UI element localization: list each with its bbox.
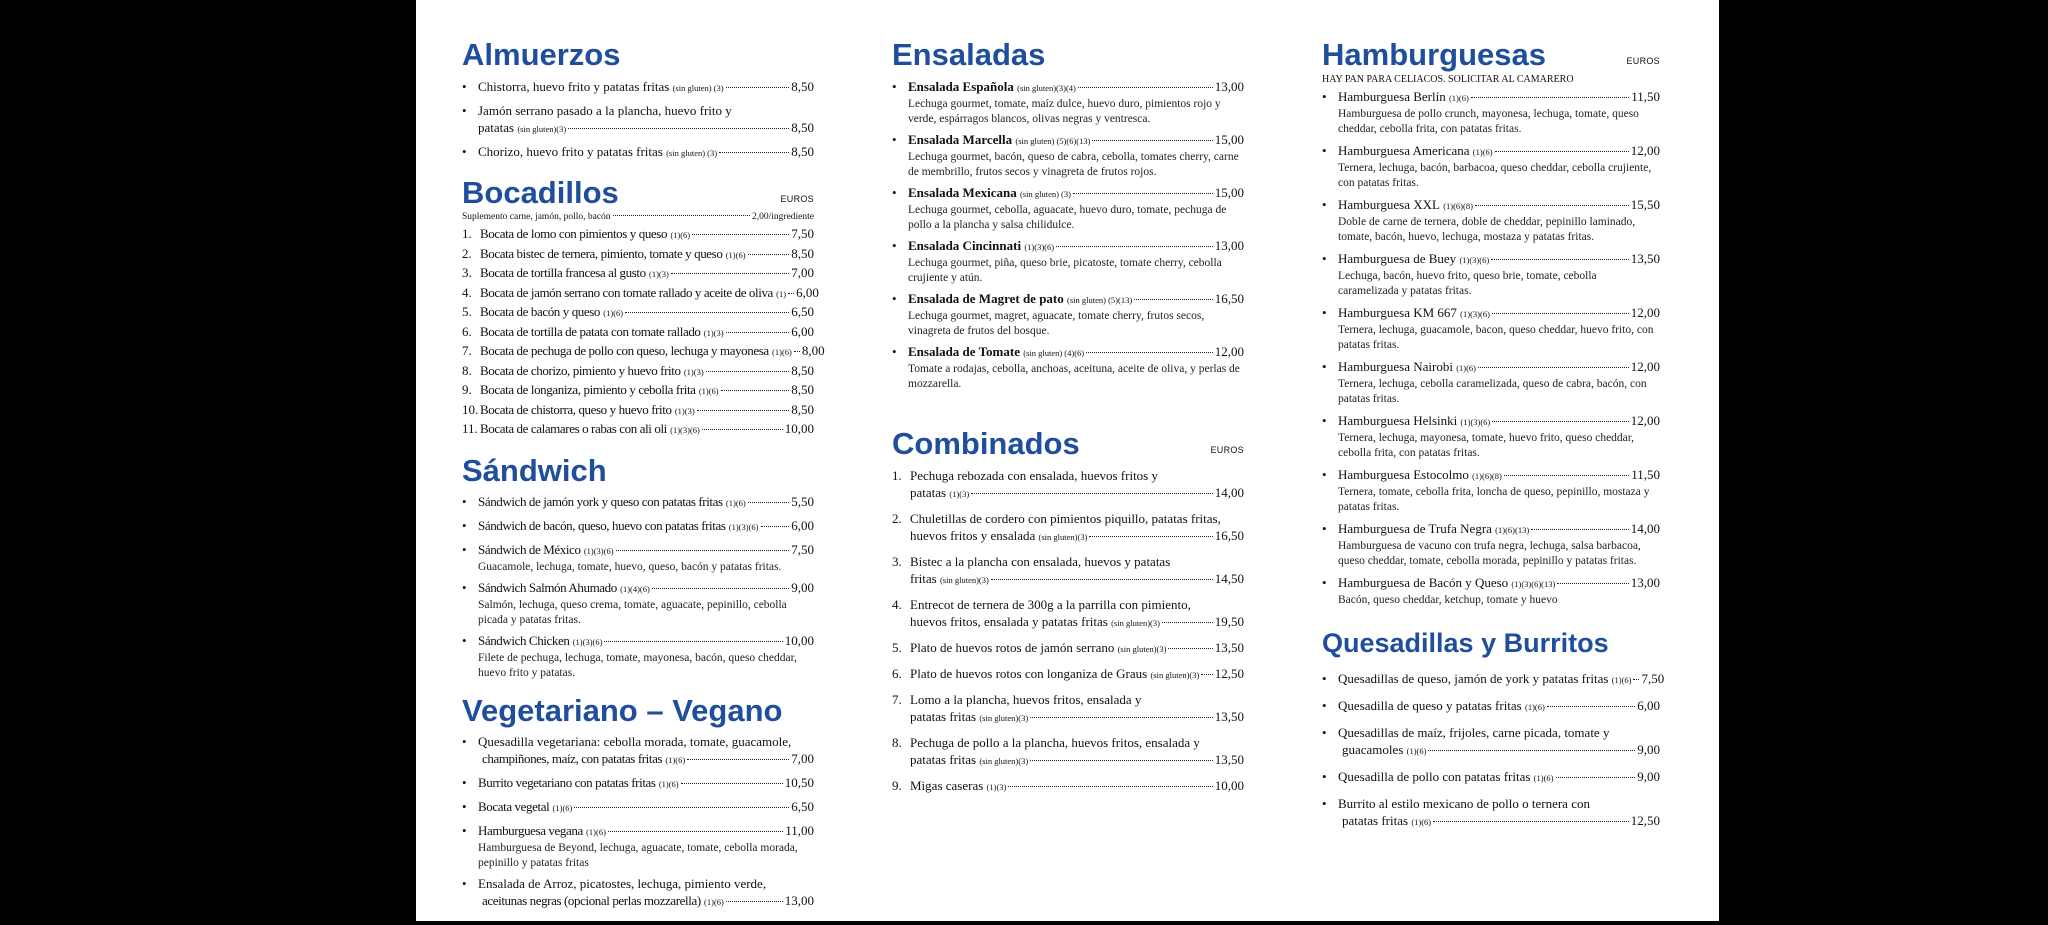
item-price: 8,50 xyxy=(791,401,814,417)
menu-column-middle xyxy=(892,38,1244,810)
bullet-icon: • xyxy=(892,238,897,253)
bullet-icon: • xyxy=(462,799,467,814)
item-price: 10,50 xyxy=(784,775,814,790)
section-almuerzos xyxy=(462,38,814,162)
list-item: • Quesadilla de queso y patatas fritas (1)(6) 6,00 xyxy=(1322,697,1660,713)
bullet-icon: • xyxy=(892,132,897,147)
list-item: 3. Bocata de tortilla francesa al gusto (1)(3) 7,00 xyxy=(462,265,814,280)
currency-label: EUROS xyxy=(1210,445,1244,455)
item-price: 12,50 xyxy=(1630,812,1660,828)
bullet-icon: • xyxy=(1322,795,1327,811)
item-price: 15,00 xyxy=(1214,132,1244,147)
list-item: • Ensalada Marcella (sin gluten) (5)(6)(13) 15,00 Lechuga gourmet, bacón, queso de cabra, cebolla, tomates cherry, carne de membrillo, frutos secos y vinagreta de frutos rojos. xyxy=(892,132,1244,178)
section-title-sandwich: Sándwich xyxy=(462,452,607,488)
item-price: 6,00 xyxy=(796,284,819,300)
bullet-icon: • xyxy=(462,541,467,557)
list-item: 4. Entrecot de ternera de 300g a la parrilla con pimiento, huevos fritos, ensalada y patatas fritas (sin gluten)(3) 19,50 xyxy=(892,597,1244,629)
list-item: • Hamburguesa vegana (1)(6) 11,00 Hamburguesa de Beyond, lechuga, aguacate, tomate, cebolla morada, pepinillo y patatas fritas xyxy=(462,823,814,869)
bullet-icon: • xyxy=(462,103,467,118)
bullet-icon: • xyxy=(892,185,897,200)
list-item: • Sándwich Chicken (1)(3)(6) 10,00 Filete de pechuga, lechuga, tomate, mayonesa, bacón, queso cheddar, huevo frito y patatas. xyxy=(462,633,814,679)
bullet-icon: • xyxy=(1322,143,1327,158)
list-item: 3. Bistec a la plancha con ensalada, huevos y patatas fritas (sin gluten)(3) 14,50 xyxy=(892,554,1244,586)
list-item: • Ensalada Española (sin gluten)(3)(4) 13,00 Lechuga gourmet, tomate, maíz dulce, huevo duro, pimientos rojo y verde, espárragos blancos, olivas negras y ventresca. xyxy=(892,79,1244,125)
item-price: 14,00 xyxy=(1630,521,1660,536)
bullet-icon: • xyxy=(462,823,467,838)
bullet-icon: • xyxy=(1322,521,1327,536)
item-price: 8,50 xyxy=(791,382,814,397)
bullet-icon: • xyxy=(1322,575,1327,590)
item-description: Lechuga gourmet, tomate, maíz dulce, huevo duro, pimientos rojo y verde, espárragos blancos, olivas negras y ventresca. xyxy=(908,98,1221,125)
item-description: Lechuga, bacón, huevo frito, queso brie, tomate, cebolla caramelizada y patatas fritas. xyxy=(1338,270,1597,297)
item-description: Ternera, lechuga, bacón, barbacoa, queso cheddar, cebolla crujiente, con patatas fritas. xyxy=(1338,162,1652,189)
list-item: • Sándwich Salmón Ahumado (1)(4)(6) 9,00 Salmón, lechuga, queso crema, tomate, aguacate, pepinillo, cebolla picada y patatas fritas. xyxy=(462,580,814,626)
bullet-icon: • xyxy=(462,517,467,533)
bullet-icon: • xyxy=(1322,724,1327,740)
item-description: Ternera, tomate, cebolla frita, loncha de queso, pepinillo, mostaza y patatas fritas. xyxy=(1338,486,1650,513)
item-price: 7,00 xyxy=(791,265,814,280)
item-price: 19,50 xyxy=(1214,614,1244,629)
list-item: 9. Bocata de longaniza, pimiento y cebolla frita (1)(6) 8,50 xyxy=(462,382,814,397)
list-item: • Hamburguesa de Trufa Negra (1)(6)(13) 14,00 Hamburguesa de vacuno con trufa negra, lechuga, salsa barbacoa, queso cheddar, tomate, cebolla morada, pepinillo y patatas fritas. xyxy=(1322,521,1660,567)
bullet-icon: • xyxy=(892,344,897,359)
list-item: 7. Lomo a la plancha, huevos fritos, ensalada y patatas fritas (sin gluten)(3) 13,50 xyxy=(892,692,1244,724)
item-description: Ternera, lechuga, cebolla caramelizada, queso de cabra, bacón, con patatas fritas. xyxy=(1338,378,1647,405)
item-price: 14,00 xyxy=(1214,485,1244,500)
item-description: Salmón, lechuga, queso crema, tomate, aguacate, pepinillo, cebolla picada y patatas fritas. xyxy=(478,599,787,626)
item-price: 6,00 xyxy=(791,517,814,533)
item-price: 6,50 xyxy=(791,799,814,814)
bullet-icon: • xyxy=(462,580,467,595)
bullet-icon: • xyxy=(462,734,467,749)
list-item: • Hamburguesa Helsinki (1)(3)(6) 12,00 Ternera, lechuga, mayonesa, tomate, huevo frito, queso cheddar, cebolla frita, con patatas fritas. xyxy=(1322,413,1660,459)
item-price: 10,00 xyxy=(784,421,814,436)
list-item: • Quesadillas de queso, jamón de york y patatas fritas (1)(6) 7,50 xyxy=(1322,670,1665,686)
list-item: • Ensalada Mexicana (sin gluten) (3) 15,00 Lechuga gourmet, cebolla, aguacate, huevo duro, tomate, pechuga de pollo a la plancha y salsa chilidulce. xyxy=(892,185,1244,231)
item-description: Ternera, lechuga, guacamole, bacon, queso cheddar, huevo frito, con patatas fritas. xyxy=(1338,324,1654,351)
item-description: Hamburguesa de pollo crunch, mayonesa, lechuga, tomate, queso cheddar, cebolla frita, con patatas fritas. xyxy=(1338,108,1639,135)
item-price: 13,50 xyxy=(1214,752,1244,767)
ensaladas-list xyxy=(892,78,1244,391)
list-item: 6. Bocata de tortilla de patata con tomate rallado (1)(3) 6,00 xyxy=(462,323,814,339)
bullet-icon: • xyxy=(892,291,897,306)
list-item: 5. Bocata de bacón y queso (1)(6) 6,50 xyxy=(462,304,814,319)
item-price: 16,50 xyxy=(1214,528,1244,543)
item-price: 14,50 xyxy=(1214,571,1244,586)
list-item: 7. Bocata de pechuga de pollo con queso, lechuga y mayonesa (1)(6) 8,00 xyxy=(462,343,825,358)
item-price: 16,50 xyxy=(1214,291,1244,306)
item-price: 8,50 xyxy=(791,144,814,159)
list-item: • Burrito vegetariano con patatas fritas (1)(6) 10,50 xyxy=(462,775,814,790)
item-description: Lechuga gourmet, piña, queso brie, picatoste, tomate cherry, cebolla crujiente y atún. xyxy=(908,257,1222,284)
section-title-bocadillos: Bocadillos xyxy=(462,175,619,210)
list-item: • Ensalada de Tomate (sin gluten) (4)(6) 12,00 Tomate a rodajas, cebolla, anchoas, aceituna, aceite de oliva, y perlas de mozzarella. xyxy=(892,344,1244,390)
item-description: Bacón, queso cheddar, ketchup, tomate y huevo xyxy=(1338,594,1558,606)
list-item: • Chistorra, huevo frito y patatas fritas (sin gluten) (3) 8,50 xyxy=(462,79,814,94)
currency-label: EUROS xyxy=(1626,56,1660,66)
bullet-icon: • xyxy=(1322,467,1327,482)
menu-page xyxy=(416,0,1719,921)
item-description: Ternera, lechuga, mayonesa, tomate, huevo frito, queso cheddar, cebolla frita, con patatas fritas. xyxy=(1338,432,1635,459)
item-price: 10,00 xyxy=(784,633,814,648)
section-vegetariano xyxy=(462,694,814,911)
list-item: • Burrito al estilo mexicano de pollo o ternera con patatas fritas (1)(6) 12,50 xyxy=(1322,795,1660,828)
list-item: • Ensalada Cincinnati (1)(3)(6) 13,00 Lechuga gourmet, piña, queso brie, picatoste, tomate cherry, cebolla crujiente y atún. xyxy=(892,238,1244,284)
bullet-icon: • xyxy=(1322,251,1327,266)
bullet-icon: • xyxy=(462,633,467,648)
list-item: 8. Bocata de chorizo, pimiento y huevo frito (1)(3) 8,50 xyxy=(462,362,814,378)
item-price: 7,50 xyxy=(791,226,814,241)
item-price: 13,00 xyxy=(1630,575,1660,590)
list-item: 4. Bocata de jamón serrano con tomate rallado y aceite de oliva (1) 6,00 xyxy=(462,284,819,300)
item-price: 13,00 xyxy=(1214,79,1244,94)
item-price: 12,00 xyxy=(1630,413,1660,428)
list-item: 10. Bocata de chistorra, queso y huevo frito (1)(3) 8,50 xyxy=(462,401,814,417)
item-price: 6,00 xyxy=(1637,697,1660,713)
item-description: Lechuga gourmet, bacón, queso de cabra, cebolla, tomates cherry, carne de membrillo, frutos secos y vinagreta de frutos rojos. xyxy=(908,151,1239,178)
section-quesadillas xyxy=(1322,626,1665,831)
item-price: 11,50 xyxy=(1631,89,1660,104)
supplement-note: Suplemento carne, jamón, pollo, bacón 2,00/ingrediente xyxy=(462,212,814,222)
list-item: 1. Pechuga rebozada con ensalada, huevos fritos y patatas (1)(3) 14,00 xyxy=(892,468,1244,500)
item-price: 9,00 xyxy=(791,580,814,595)
item-price: 11,00 xyxy=(785,823,814,838)
item-description: Lechuga gourmet, magret, aguacate, tomate cherry, frutos secos, vinagreta de frutos del bosque. xyxy=(908,310,1205,337)
item-price: 6,00 xyxy=(791,323,814,339)
section-title-hamburguesas: Hamburguesas xyxy=(1322,37,1546,72)
list-item: 11. Bocata de calamares o rabas con ali oli (1)(3)(6) 10,00 xyxy=(462,421,814,436)
bullet-icon: • xyxy=(462,775,467,790)
bullet-icon: • xyxy=(1322,359,1327,374)
list-item: • Chorizo, huevo frito y patatas fritas (sin gluten) (3) 8,50 xyxy=(462,144,814,159)
item-description: Filete de pechuga, lechuga, tomate, mayonesa, bacón, queso cheddar, huevo frito y patatas. xyxy=(478,652,797,679)
item-price: 13,00 xyxy=(1214,238,1244,253)
item-price: 12,00 xyxy=(1630,359,1660,374)
item-price: 13,50 xyxy=(1630,251,1660,266)
item-description: Doble de carne de ternera, doble de cheddar, pepinillo laminado, tomate, bacón, huevo, lechuga, mostaza y patatas fritas. xyxy=(1338,216,1636,243)
item-price: 12,00 xyxy=(1630,305,1660,320)
list-item: • Sándwich de México (1)(3)(6) 7,50 Guacamole, lechuga, tomate, huevo, queso, bacón y patatas fritas. xyxy=(462,541,814,573)
item-price: 13,50 xyxy=(1214,709,1244,724)
list-item: • Ensalada de Arroz, picatostes, lechuga, pimiento verde, aceitunas negras (opcional perlas mozzarella) (1)(6) 13,00 xyxy=(462,876,814,908)
list-item: • Jamón serrano pasado a la plancha, huevo frito y patatas (sin gluten)(3) 8,50 xyxy=(462,103,814,135)
item-price: 7,50 xyxy=(791,541,814,557)
section-title-vegetariano: Vegetariano – Vegano xyxy=(462,693,783,728)
currency-label: EUROS xyxy=(780,194,814,204)
item-price: 6,50 xyxy=(791,304,814,319)
section-title-almuerzos: Almuerzos xyxy=(462,37,621,72)
item-price: 8,50 xyxy=(791,120,814,135)
bullet-icon: • xyxy=(892,79,897,94)
item-price: 10,00 xyxy=(1214,778,1244,793)
bullet-icon: • xyxy=(462,79,467,94)
bullet-icon: • xyxy=(1322,305,1327,320)
section-hamburguesas xyxy=(1322,38,1660,608)
list-item: • Bocata vegetal (1)(6) 6,50 xyxy=(462,799,814,814)
bullet-icon: • xyxy=(462,876,467,891)
list-item: 1. Bocata de lomo con pimientos y queso (1)(6) 7,50 xyxy=(462,226,814,241)
bullet-icon: • xyxy=(1322,768,1327,784)
item-price: 7,50 xyxy=(1641,670,1665,686)
item-price: 11,50 xyxy=(1631,467,1660,482)
list-item: • Sándwich de jamón york y queso con patatas fritas (1)(6) 5,50 xyxy=(462,493,814,509)
list-item: • Hamburguesa Nairobi (1)(6) 12,00 Ternera, lechuga, cebolla caramelizada, queso de cabra, bacón, con patatas fritas. xyxy=(1322,359,1660,405)
item-price: 8,50 xyxy=(791,79,814,94)
item-price: 7,00 xyxy=(791,751,814,766)
list-item: 6. Plato de huevos rotos con longaniza de Graus (sin gluten)(3) 12,50 xyxy=(892,666,1244,681)
section-title-ensaladas: Ensaladas xyxy=(892,37,1046,72)
bocadillos-list xyxy=(462,225,825,440)
bullet-icon: • xyxy=(462,144,467,159)
item-price: 15,50 xyxy=(1630,197,1660,212)
list-item: 5. Plato de huevos rotos de jamón serrano (sin gluten)(3) 13,50 xyxy=(892,640,1244,655)
list-item: • Hamburguesa Americana (1)(6) 12,00 Ternera, lechuga, bacón, barbacoa, queso cheddar, cebolla crujiente, con patatas fritas. xyxy=(1322,143,1660,189)
item-price: 9,00 xyxy=(1637,741,1660,757)
hamburguesas-list xyxy=(1322,88,1660,608)
section-ensaladas xyxy=(892,38,1244,391)
combinados-list xyxy=(892,467,1244,796)
item-price: 12,00 xyxy=(1214,344,1244,359)
item-price: 5,50 xyxy=(791,493,814,509)
section-combinados xyxy=(892,427,1244,796)
item-price: 12,00 xyxy=(1630,143,1660,158)
list-item: 8. Pechuga de pollo a la plancha, huevos fritos, ensalada y patatas fritas (sin gluten)(3) 13,50 xyxy=(892,735,1244,767)
item-price: 9,00 xyxy=(1637,768,1660,784)
item-description: Guacamole, lechuga, tomate, huevo, queso, bacón y patatas fritas. xyxy=(478,560,782,573)
section-title-combinados: Combinados xyxy=(892,426,1080,461)
vegetariano-list xyxy=(462,733,814,911)
list-item: 9. Migas caseras (1)(3) 10,00 xyxy=(892,778,1244,793)
menu-column-left xyxy=(462,37,825,925)
menu-column-right xyxy=(1322,37,1665,845)
item-description: Hamburguesa de vacuno con trufa negra, lechuga, salsa barbacoa, queso cheddar, tomate, cebolla morada, pepinillo y patatas fritas. xyxy=(1338,540,1641,567)
item-description: Lechuga gourmet, cebolla, aguacate, huevo duro, tomate, pechuga de pollo a la plancha y salsa chilidulce. xyxy=(908,204,1227,231)
item-price: 8,00 xyxy=(801,343,825,358)
list-item: 2. Chuletillas de cordero con pimientos piquillo, patatas fritas, huevos fritos y ensalada (sin gluten)(3) 16,50 xyxy=(892,511,1244,543)
bullet-icon: • xyxy=(1322,413,1327,428)
item-price: 8,50 xyxy=(791,245,814,261)
bullet-icon: • xyxy=(1322,697,1327,713)
bullet-icon: • xyxy=(462,493,467,509)
list-item: • Hamburguesa XXL (1)(6)(8) 15,50 Doble de carne de ternera, doble de cheddar, pepinillo laminado, tomate, bacón, huevo, lechuga, mostaza y patatas fritas. xyxy=(1322,197,1660,243)
list-item: • Hamburguesa de Bacón y Queso (1)(3)(6)(13) 13,00 Bacón, queso cheddar, ketchup, tomate y huevo xyxy=(1322,575,1660,606)
item-description: Hamburguesa de Beyond, lechuga, aguacate, tomate, cebolla morada, pepinillo y patatas fritas xyxy=(478,842,798,869)
list-item: 2. Bocata bistec de ternera, pimiento, tomate y queso (1)(6) 8,50 xyxy=(462,245,814,261)
list-item: • Ensalada de Magret de pato (sin gluten) (5)(13) 16,50 Lechuga gourmet, magret, aguacate, tomate cherry, frutos secos, vinagreta de frutos del bosque. xyxy=(892,291,1244,337)
item-price: 13,50 xyxy=(1214,640,1244,655)
list-item: • Hamburguesa Berlín (1)(6) 11,50 Hamburguesa de pollo crunch, mayonesa, lechuga, tomate, queso cheddar, cebolla frita, con patatas fritas. xyxy=(1322,89,1660,135)
list-item: • Hamburguesa de Buey (1)(3)(6) 13,50 Lechuga, bacón, huevo frito, queso brie, tomate, cebolla caramelizada y patatas fritas. xyxy=(1322,251,1660,297)
section-title-quesadillas: Quesadillas y Burritos xyxy=(1322,627,1609,658)
bullet-icon: • xyxy=(1322,197,1327,212)
list-item: • Quesadilla de pollo con patatas fritas (1)(6) 9,00 xyxy=(1322,768,1660,784)
quesadillas-list xyxy=(1322,670,1665,831)
item-price: 15,00 xyxy=(1214,185,1244,200)
item-price: 13,00 xyxy=(784,893,814,908)
section-sandwich xyxy=(462,454,814,681)
list-item: • Quesadilla vegetariana: cebolla morada, tomate, guacamole, champiñones, maíz, con patatas fritas (1)(6) 7,00 xyxy=(462,734,814,766)
item-description: Tomate a rodajas, cebolla, anchoas, aceituna, aceite de oliva, y perlas de mozzarella. xyxy=(908,363,1240,390)
celiac-note: HAY PAN PARA CELIACOS. SOLICITAR AL CAMARERO xyxy=(1322,74,1574,85)
item-price: 12,50 xyxy=(1214,666,1244,681)
item-price: 8,50 xyxy=(791,362,814,378)
list-item: • Sándwich de bacón, queso, huevo con patatas fritas (1)(3)(6) 6,00 xyxy=(462,517,814,533)
bullet-icon: • xyxy=(1322,670,1327,686)
section-bocadillos xyxy=(462,175,825,440)
list-item: • Hamburguesa Estocolmo (1)(6)(8) 11,50 Ternera, tomate, cebolla frita, loncha de queso, pepinillo, mostaza y patatas fritas. xyxy=(1322,467,1660,513)
bullet-icon: • xyxy=(1322,89,1327,104)
list-item: • Quesadillas de maíz, frijoles, carne picada, tomate y guacamoles (1)(6) 9,00 xyxy=(1322,724,1660,757)
list-item: • Hamburguesa KM 667 (1)(3)(6) 12,00 Ternera, lechuga, guacamole, bacon, queso cheddar, huevo frito, con patatas fritas. xyxy=(1322,305,1660,351)
sandwich-list xyxy=(462,493,814,681)
